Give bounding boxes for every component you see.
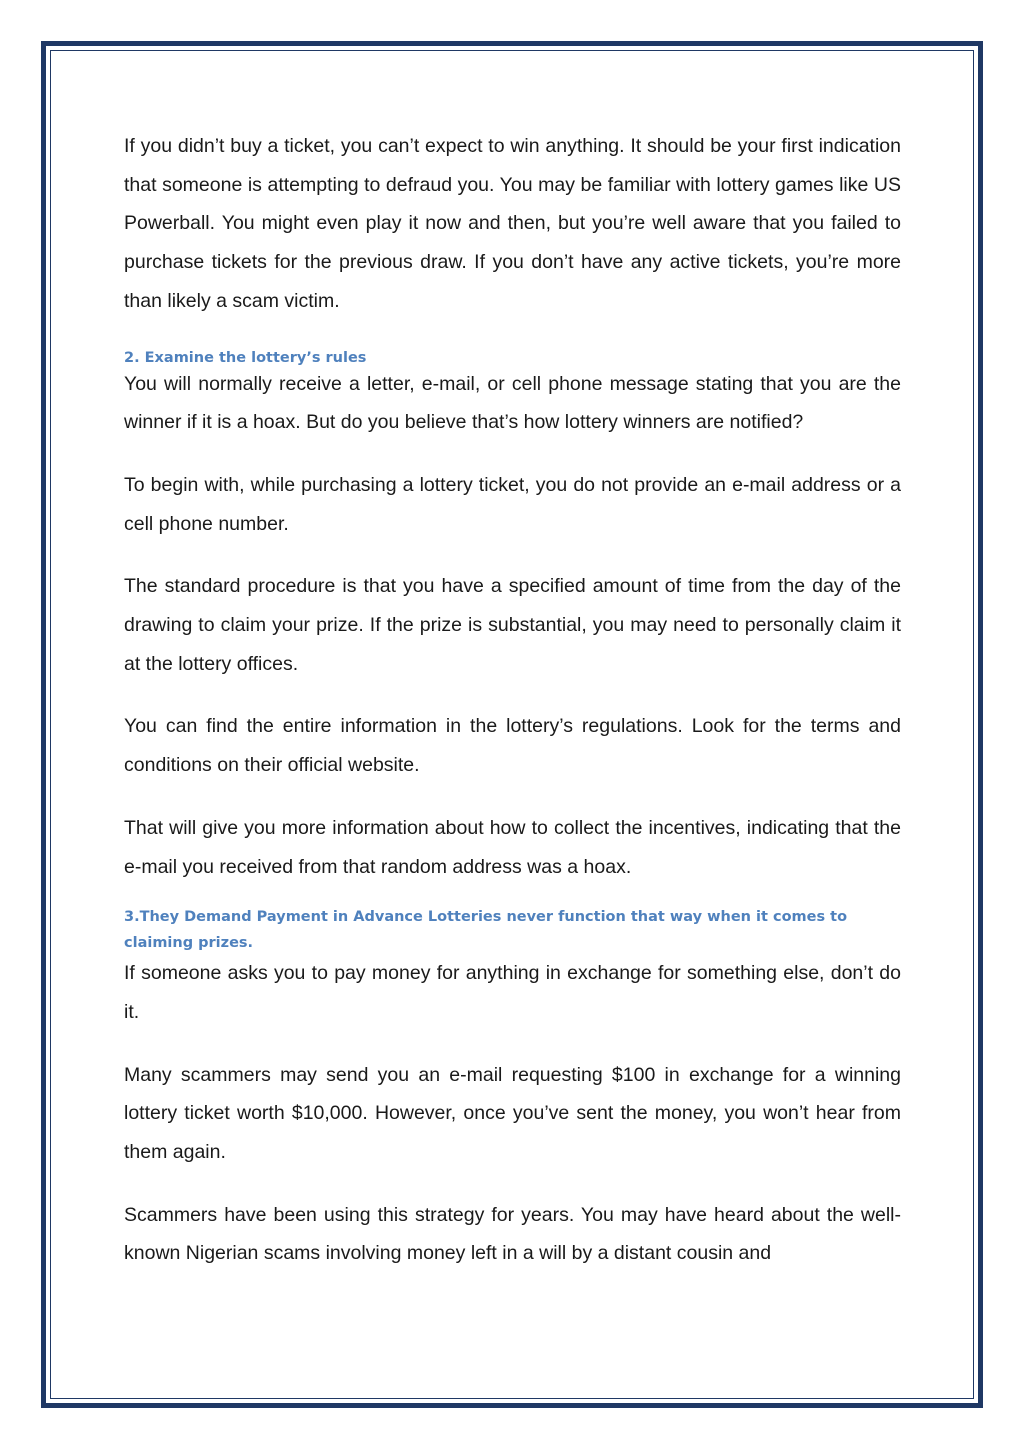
paragraph: You can find the entire information in the lottery’s regulations. Look for the terms and conditions on their official website. — [124, 715, 901, 777]
section-heading-demand-payment: 3.They Demand Payment in Advance Lotteries never function that way when it comes to claiming prizes. — [124, 909, 848, 952]
intro-paragraph: If you didn’t buy a ticket, you can’t expect to win anything. It should be your first indication that someone is attempting to defraud you. You may be familiar with lottery games like US Powerball. You might even play it now and then, but you’re well aware that you failed to purchase tickets for the previous draw. If you don’t have any active tickets, you’re more than likely a scam victim. — [124, 135, 901, 312]
paragraph: If someone asks you to pay money for anything in exchange for something else, don’t do it. — [124, 962, 901, 1023]
paragraph: Many scammers may send you an e-mail requesting $100 in exchange for a winning lottery ticket worth $10,000. However, once you’ve sent the money, you won’t hear from them again. — [124, 1063, 901, 1164]
paragraph: The standard procedure is that you have a specified amount of time from the day of the drawing to claim your prize. If the prize is substantial, you may need to personally claim it at the lottery offices. — [124, 575, 901, 675]
paragraph: You will normally receive a letter, e-mail, or cell phone message stating that you are the winner if it is a hoax. But do you believe that’s how lottery winners are notified? — [124, 372, 901, 434]
paragraph: To begin with, while purchasing a lottery ticket, you do not provide an e-mail address or a cell phone number. — [124, 473, 901, 535]
paragraph: That will give you more information about how to collect the incentives, indicating that the e-mail you received from that random address was a hoax. — [124, 816, 901, 878]
paragraph: Scammers have been using this strategy for years. You may have heard about the well-known Nigerian scams involving money left in a will by a distant cousin and — [124, 1203, 901, 1265]
document-body — [124, 127, 901, 1273]
section-heading-examine-rules: 2. Examine the lottery’s rules — [124, 349, 367, 366]
